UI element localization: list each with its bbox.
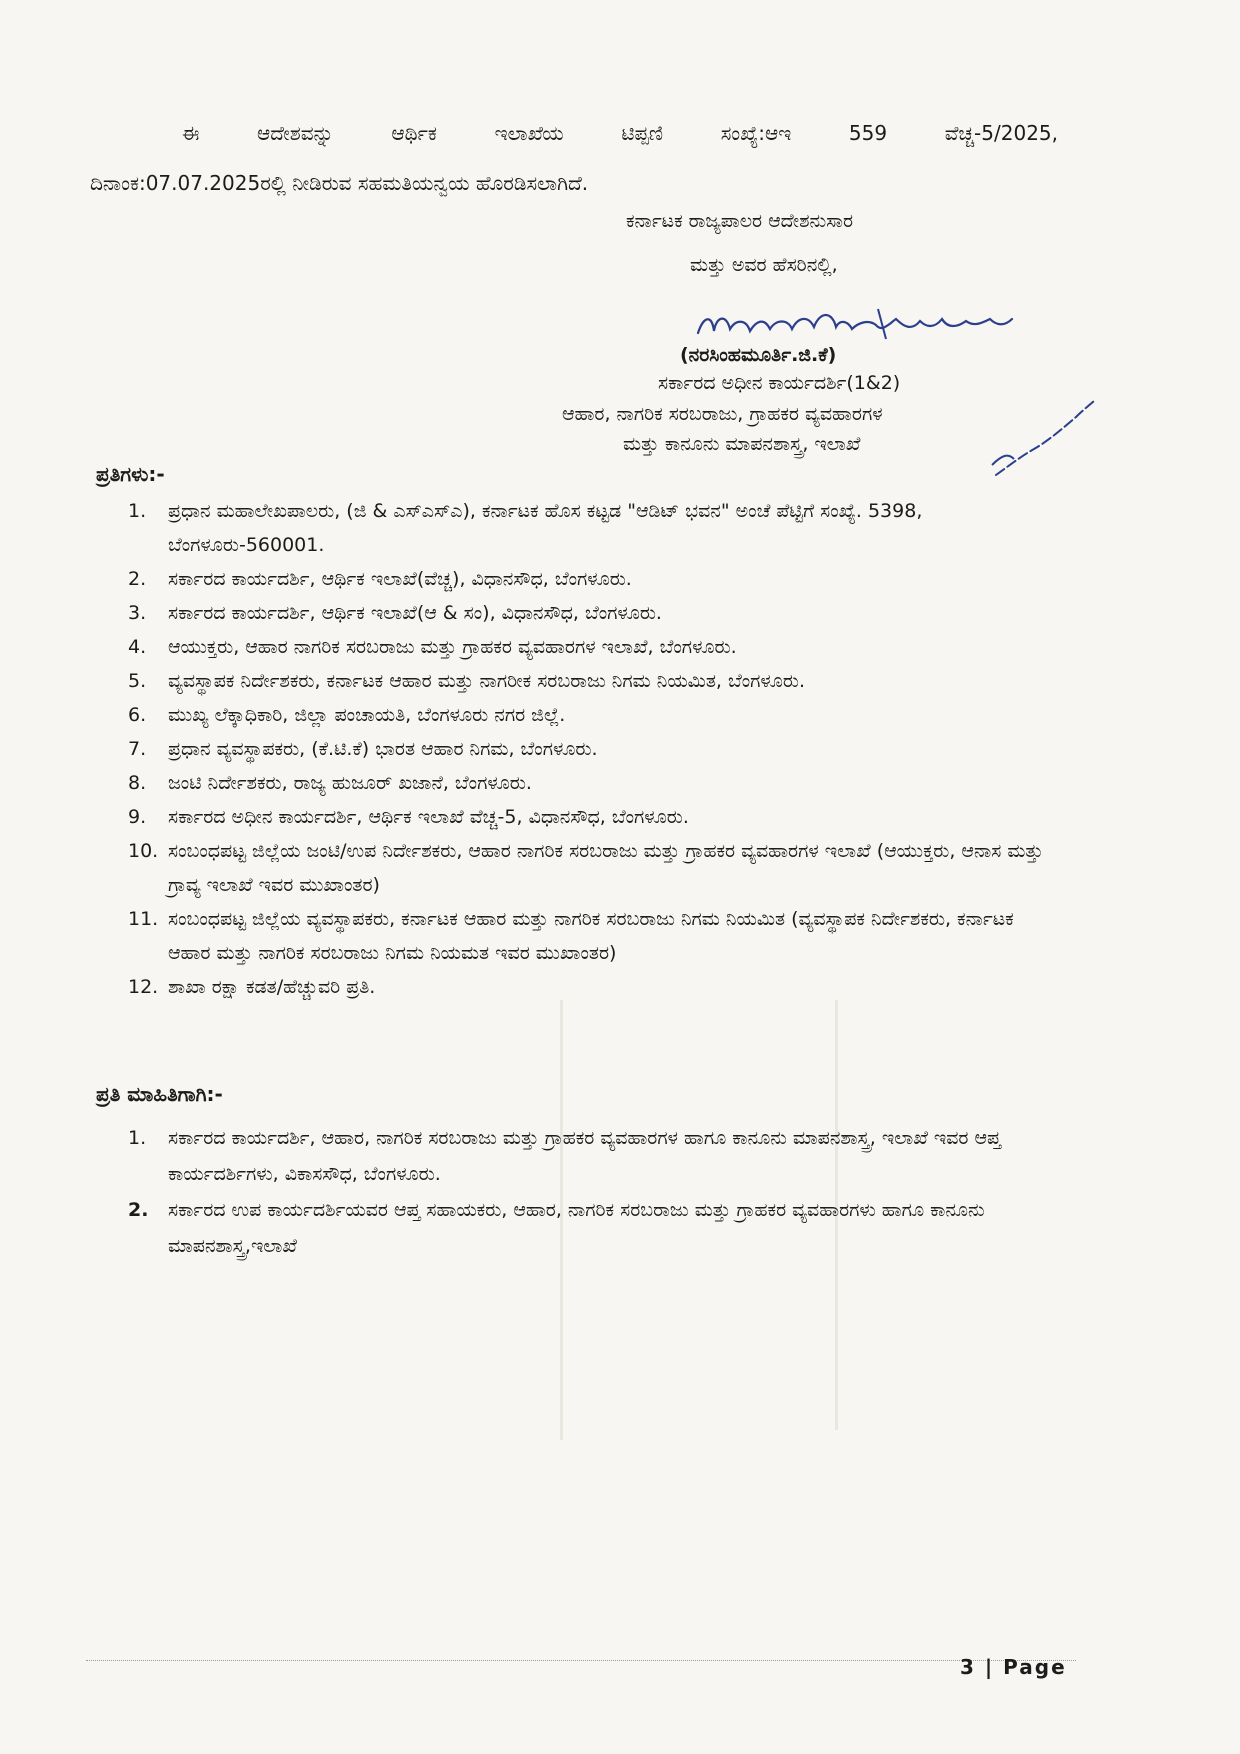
footer-divider <box>86 1660 1076 1661</box>
intro-line-2: ದಿನಾಂಕ:07.07.2025ರಲ್ಲಿ ನೀಡಿರುವ ಸಹಮತಿಯನ್ವಯ ಹೊರಡಿಸಲಾಗಿದೆ. <box>90 171 589 195</box>
handwritten-date <box>990 395 1100 485</box>
copies-list <box>128 494 1058 1004</box>
intro-paragraph <box>90 108 1058 208</box>
info-copies-heading: ಪ್ರತಿ ಮಾಹಿತಿಗಾಗಿ:- <box>96 1082 223 1106</box>
list-item: 3. ಸರ್ಕಾರದ ಕಾರ್ಯದರ್ಶಿ, ಆರ್ಥಿಕ ಇಲಾಖೆ(ಆ & ಸಂ), ವಿಧಾನಸೌಧ, ಬೆಂಗಳೂರು. <box>128 602 662 624</box>
list-item: 9. ಸರ್ಕಾರದ ಅಧೀನ ಕಾರ್ಯದರ್ಶಿ, ಆರ್ಥಿಕ ಇಲಾಖೆ ವೆಚ್ಚ-5, ವಿಧಾನಸೌಧ, ಬೆಂಗಳೂರು. <box>128 806 689 828</box>
signer-name: (ನರಸಿಂಹಮೂರ್ತಿ.ಜಿ.ಕೆ) <box>680 344 837 366</box>
department-line-1: ಆಹಾರ, ನಾಗರಿಕ ಸರಬರಾಜು, ಗ್ರಾಹಕರ ವ್ಯವಹಾರಗಳ <box>562 403 883 425</box>
list-item: 10. ಸಂಬಂಧಪಟ್ಟ ಜಿಲ್ಲೆಯ ಜಂಟಿ/ಉಪ ನಿರ್ದೇಶಕರು, ಆಹಾರ ನಾಗರಿಕ ಸರಬರಾಜು ಮತ್ತು ಗ್ರಾಹಕರ ವ್ಯವಹಾರಗಳ ಇಲಾಖೆ (ಆಯುಕ್ತರು, ಆನಾಸ ಮತ್ತು ಗ್ರಾವ್ಯ ಇಲಾಖೆ ಇವರ ಮುಖಾಂತರ) <box>128 840 1044 896</box>
intro-line-1: ಈ ಆದೇಶವನ್ನು ಆರ್ಥಿಕ ಇಲಾಖೆಯ ಟಿಪ್ಪಣಿ ಸಂಖ್ಯೆ:ಆಇ 559 ವೆಚ್ಚ-5/2025, <box>182 121 1058 145</box>
page-number: 3 | Page <box>960 1655 1067 1679</box>
list-item: 6. ಮುಖ್ಯ ಲೆಕ್ಕಾಧಿಕಾರಿ, ಜಿಲ್ಲಾ ಪಂಚಾಯತಿ, ಬೆಂಗಳೂರು ನಗರ ಜಿಲ್ಲೆ. <box>128 704 566 726</box>
handwritten-signature <box>690 305 1020 345</box>
list-item: 2. ಸರ್ಕಾರದ ಕಾರ್ಯದರ್ಶಿ, ಆರ್ಥಿಕ ಇಲಾಖೆ(ವೆಚ್ಚ), ವಿಧಾನಸೌಧ, ಬೆಂಗಳೂರು. <box>128 568 632 590</box>
list-item: 12. ಶಾಖಾ ರಕ್ಷಾ ಕಡತ/ಹೆಚ್ಚುವರಿ ಪ್ರತಿ. <box>128 976 376 998</box>
info-copies-list <box>128 1120 1058 1264</box>
list-item: 4. ಆಯುಕ್ತರು, ಆಹಾರ ನಾಗರಿಕ ಸರಬರಾಜು ಮತ್ತು ಗ್ರಾಹಕರ ವ್ಯವಹಾರಗಳ ಇಲಾಖೆ, ಬೆಂಗಳೂರು. <box>128 636 737 658</box>
list-item: 1. ಪ್ರಧಾನ ಮಹಾಲೇಖಪಾಲರು, (ಜಿ & ಎಸ್‌ಎಸ್‌ಎ), ಕರ್ನಾಟಕ ಹೊಸ ಕಟ್ಟಡ "ಆಡಿಟ್ ಭವನ" ಅಂಚೆ ಪೆಟ್ಟಿಗೆ ಸಂಖ್ಯೆ. 5398, ಬೆಂಗಳೂರು-560001. <box>128 500 923 556</box>
list-item: 1. ಸರ್ಕಾರದ ಕಾರ್ಯದರ್ಶಿ, ಆಹಾರ, ನಾಗರಿಕ ಸರಬರಾಜು ಮತ್ತು ಗ್ರಾಹಕರ ವ್ಯವಹಾರಗಳ ಹಾಗೂ ಕಾನೂನು ಮಾಪನಶಾಸ್ತ್ರ, ಇಲಾಖೆ ಇವರ ಆಪ್ತ ಕಾರ್ಯದರ್ಶಿಗಳು, ವಿಕಾಸಸೌಧ, ಬೆಂಗಳೂರು. <box>128 1127 1001 1185</box>
list-item: 5. ವ್ಯವಸ್ಥಾಪಕ ನಿರ್ದೇಶಕರು, ಕರ್ನಾಟಕ ಆಹಾರ ಮತ್ತು ನಾಗರೀಕ ಸರಬರಾಜು ನಿಗಮ ನಿಯಮಿತ, ಬೆಂಗಳೂರು. <box>128 670 805 692</box>
list-item: 2. ಸರ್ಕಾರದ ಉಪ ಕಾರ್ಯದರ್ಶಿಯವರ ಆಪ್ತ ಸಹಾಯಕರು, ಆಹಾರ, ನಾಗರಿಕ ಸರಬರಾಜು ಮತ್ತು ಗ್ರಾಹಕರ ವ್ಯವಹಾರಗಳು ಹಾಗೂ ಕಾನೂನು ಮಾಪನಶಾಸ್ತ್ರ,ಇಲಾಖೆ <box>128 1199 985 1257</box>
by-order-line: ಕರ್ನಾಟಕ ರಾಜ್ಯಪಾಲರ ಆದೇಶನುಸಾರ <box>626 210 854 232</box>
department-line-2: ಮತ್ತು ಕಾನೂನು ಮಾಪನಶಾಸ್ತ್ರ, ಇಲಾಖೆ <box>623 433 861 455</box>
in-name-line: ಮತ್ತು ಅವರ ಹೆಸರಿನಲ್ಲಿ, <box>690 254 838 276</box>
list-item: 7. ಪ್ರಧಾನ ವ್ಯವಸ್ಥಾಪಕರು, (ಕೆ.ಟಿ.ಕೆ) ಭಾರತ ಆಹಾರ ನಿಗಮ, ಬೆಂಗಳೂರು. <box>128 738 598 760</box>
list-item: 8. ಜಂಟಿ ನಿರ್ದೇಶಕರು, ರಾಜ್ಯ ಹುಜೂರ್ ಖಜಾನೆ, ಬೆಂಗಳೂರು. <box>128 772 532 794</box>
signer-designation: ಸರ್ಕಾರದ ಅಧೀನ ಕಾರ್ಯದರ್ಶಿ(1&2) <box>658 372 901 394</box>
copies-heading: ಪ್ರತಿಗಳು:- <box>96 462 165 486</box>
list-item: 11. ಸಂಬಂಧಪಟ್ಟ ಜಿಲ್ಲೆಯ ವ್ಯವಸ್ಥಾಪಕರು, ಕರ್ನಾಟಕ ಆಹಾರ ಮತ್ತು ನಾಗರಿಕ ಸರಬರಾಜು ನಿಗಮ ನಿಯಮಿತ (ವ್ಯವಸ್ಥಾಪಕ ನಿರ್ದೇಶಕರು, ಕರ್ನಾಟಕ ಆಹಾರ ಮತ್ತು ನಾಗರಿಕ ಸರಬರಾಜು ನಿಗಮ ನಿಯಮತ ಇವರ ಮುಖಾಂತರ) <box>128 908 1014 964</box>
